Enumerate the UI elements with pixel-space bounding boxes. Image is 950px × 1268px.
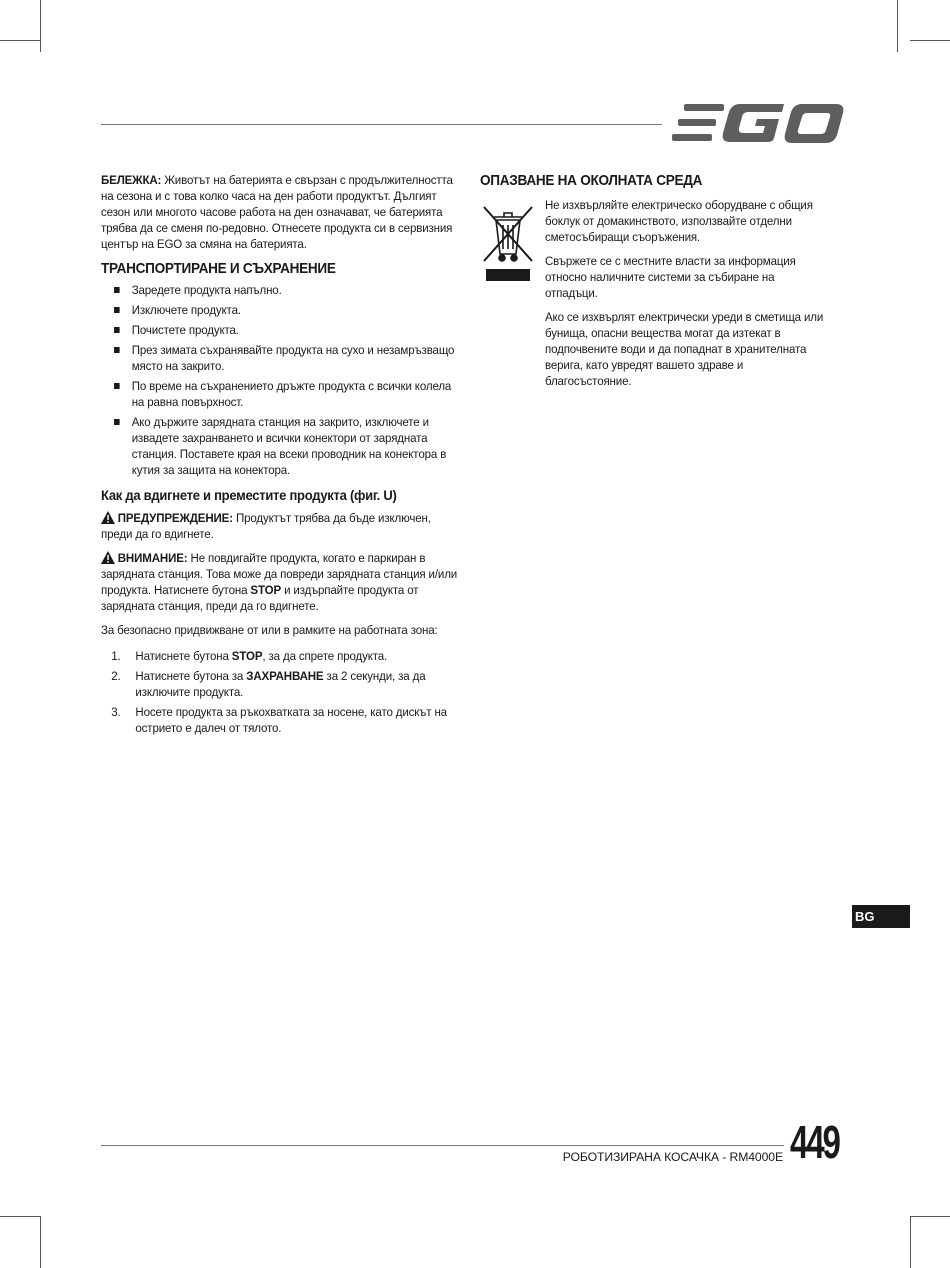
left-column xyxy=(101,172,459,740)
list-item: 3. Носете продукта за ръкохватката за носене, като дискът на острието е далеч от тялото. xyxy=(111,705,447,735)
list-item: 1. Натиснете бутона STOP, за да спрете продукта. xyxy=(111,649,388,663)
crop-mark xyxy=(0,40,40,41)
page-number: 449 xyxy=(790,1116,839,1168)
warning-triangle-icon xyxy=(101,551,115,564)
footer-title: РОБОТИЗИРАНА КОСАЧКА - RM4000E xyxy=(562,1150,783,1164)
lift-warning: ПРЕДУПРЕЖДЕНИЕ: Продуктът трябва да бъде изключен, преди да го вдигнете. xyxy=(101,511,431,541)
lift-caution: ВНИМАНИЕ: Не повдигайте продукта, когато е паркиран в зарядната станция. Това може да повреди зарядната станция и/или продукта. Натиснете бутона STOP и издърпайте продукта от зарядната станция, преди да го вдигнете. xyxy=(101,551,458,613)
battery-note: БЕЛЕЖКА: Животът на батерията е свързан с продължителността на сезона и с това колко часа на ден работи продуктът. Дългият сезон или многото часове работа на ден означават, че батерията трябва да се сменя по-редовно. Отнесете продукта си в сервизния център на EGO за смяна на батерията. xyxy=(101,173,453,251)
warning-triangle-icon xyxy=(101,511,115,524)
list-item: Почистете продукта. xyxy=(101,322,459,338)
lift-heading: Как да вдигнете и преместите продукта (фиг. U) xyxy=(101,487,397,503)
environment-text xyxy=(545,197,829,397)
environment-paragraph: Не изхвърляйте електрическо оборудване с общия боклук от домакинството, използвайте отделни сметосъбиращи съоръжения. xyxy=(545,198,813,244)
transport-list xyxy=(101,282,459,478)
crop-mark xyxy=(897,0,898,52)
environment-heading: ОПАЗВАНЕ НА ОКОЛНАТА СРЕДА xyxy=(480,173,703,189)
list-item: Ако държите зарядната станция на закрито, изключете и извадете захранването и всички конектори от зарядната станция. Поставете края на всеки проводник на конектора в кутия за защита на конектора. xyxy=(101,414,459,478)
environment-paragraph: Ако се изхвърлят електрически уреди в сметища или бунища, опасни вещества могат да изтекат в подпочвените води и да попаднат в хранителната верига, като увредят вашето здраве и благосъстояние. xyxy=(545,310,824,388)
list-item: Заредете продукта напълно. xyxy=(101,282,459,298)
list-item: По време на съхранението дръжте продукта с всички колела на равна повърхност. xyxy=(101,378,459,410)
language-tab: BG xyxy=(852,905,910,928)
crossed-bin-icon xyxy=(480,203,536,283)
footer-rule xyxy=(101,1145,784,1146)
list-item: Изключете продукта. xyxy=(101,302,459,318)
crop-mark xyxy=(910,1216,950,1217)
ego-logo xyxy=(672,102,844,144)
crop-mark xyxy=(910,1216,911,1268)
crop-mark xyxy=(910,40,950,41)
environment-section xyxy=(480,172,833,194)
crop-mark xyxy=(40,0,41,52)
list-item: 2. Натиснете бутона за ЗАХРАНВАНЕ за 2 секунди, за да изключите продукта. xyxy=(111,669,426,699)
list-item: През зимата съхранявайте продукта на сухо и незамръзващо място на закрито. xyxy=(101,342,459,374)
environment-paragraph: Свържете се с местните власти за информация относно наличните системи за събиране на отпадъци. xyxy=(545,254,796,300)
header-rule xyxy=(101,124,662,125)
transport-heading: ТРАНСПОРТИРАНЕ И СЪХРАНЕНИЕ xyxy=(101,261,336,277)
crop-mark xyxy=(40,1216,41,1268)
crop-mark xyxy=(0,1216,40,1217)
lift-steps xyxy=(101,648,459,736)
lift-intro: За безопасно придвижване от или в рамките на работната зона: xyxy=(101,623,438,637)
